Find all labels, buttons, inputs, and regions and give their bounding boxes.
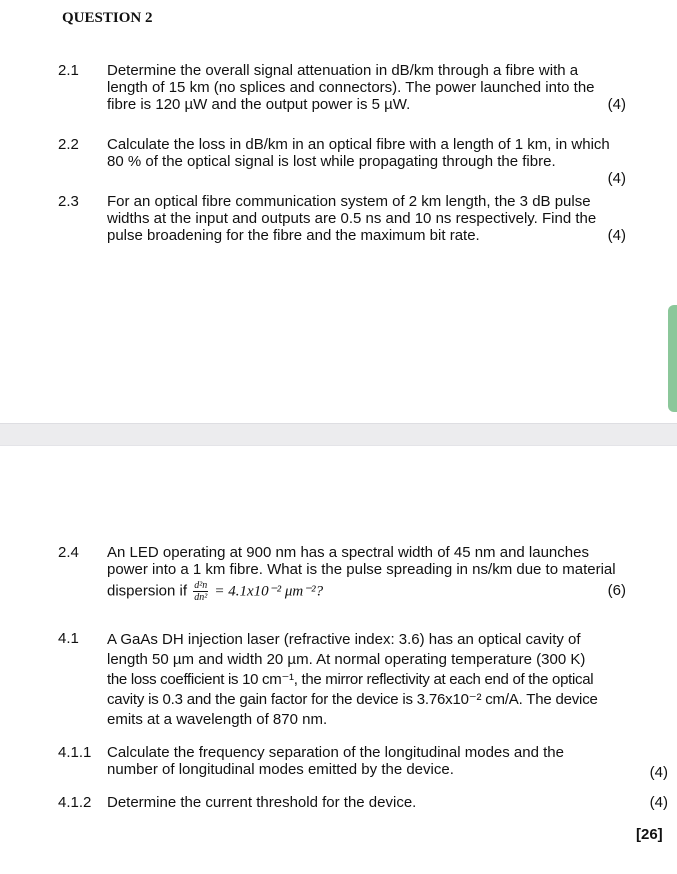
question-text-line: Calculate the loss in dB/km in an optical fibre with a length of 1 km, in which [107,136,610,153]
question-text-line: pulse broadening for the fibre and the maximum bit rate. [107,227,480,244]
question-text-line: number of longitudinal modes emitted by the device. [107,761,454,778]
question-text-line: Determine the overall signal attenuation in dB/km through a fibre with a [107,62,579,79]
question-4-1 [58,630,650,730]
marks: (6) [607,582,626,599]
question-number: 2.4 [58,544,79,561]
total-marks: [26] [636,826,663,843]
question-2-3 [58,193,650,244]
scrollbar-thumb[interactable] [668,305,677,412]
page-divider [0,423,677,446]
fraction-denominator: dn² [194,592,208,603]
question-2-2 [58,136,650,187]
marks: (4) [607,96,626,113]
question-text-line: A GaAs DH injection laser (refractive index: 3.6) has an optical cavity of [107,631,581,648]
question-2-4 [58,544,650,603]
question-text-line: length 50 µm and width 20 µm. At normal operating temperature (300 K) [107,651,586,668]
question-text-line: Determine the current threshold for the device. [107,794,417,811]
second-derivative-fraction [193,580,208,603]
question-number: 2.3 [58,193,79,210]
question-text-line: power into a 1 km fibre. What is the pulse spreading in ns/km due to material [107,561,616,578]
question-heading: QUESTION 2 [62,10,153,26]
question-text-line: 80 % of the optical signal is lost while propagating through the fibre. [107,153,556,170]
question-4-1-1 [58,744,668,781]
question-text-line: length of 15 km (no splices and connectors). The power launched into the [107,79,595,96]
question-number: 4.1.1 [58,744,92,761]
question-text-line: Calculate the frequency separation of the longitudinal modes and the [107,744,564,761]
question-number: 2.2 [58,136,79,153]
marks: (4) [649,794,668,811]
question-text-line: cavity is 0.3 and the gain factor for the device is 3.76x10⁻² cm/A. The device [107,691,598,708]
question-text-line: For an optical fibre communication system of 2 km length, the 3 dB pulse [107,193,591,210]
question-text-line: emits at a wavelength of 870 nm. [107,711,328,728]
question-text-line: dispersion if [107,582,188,600]
question-text-line: widths at the input and outputs are 0.5 ns and 10 ns respectively. Find the [107,210,597,227]
question-text-line: the loss coefficient is 10 cm⁻¹, the mirror reflectivity at each end of the optical [107,671,594,688]
marks: (4) [607,227,626,244]
fraction-numerator: d²n [194,580,208,591]
question-text-line: An LED operating at 900 nm has a spectral width of 45 nm and launches [107,544,589,561]
question-2-1 [58,62,650,113]
marks: (4) [649,764,668,781]
marks: (4) [607,170,626,187]
question-number: 4.1.2 [58,794,92,811]
question-4-1-2 [58,794,668,811]
question-number: 4.1 [58,630,79,647]
question-number: 2.1 [58,62,79,79]
question-text-line: fibre is 120 µW and the output power is 5 µW. [107,96,411,113]
formula-rhs: = 4.1x10⁻² μm⁻²? [214,583,324,600]
